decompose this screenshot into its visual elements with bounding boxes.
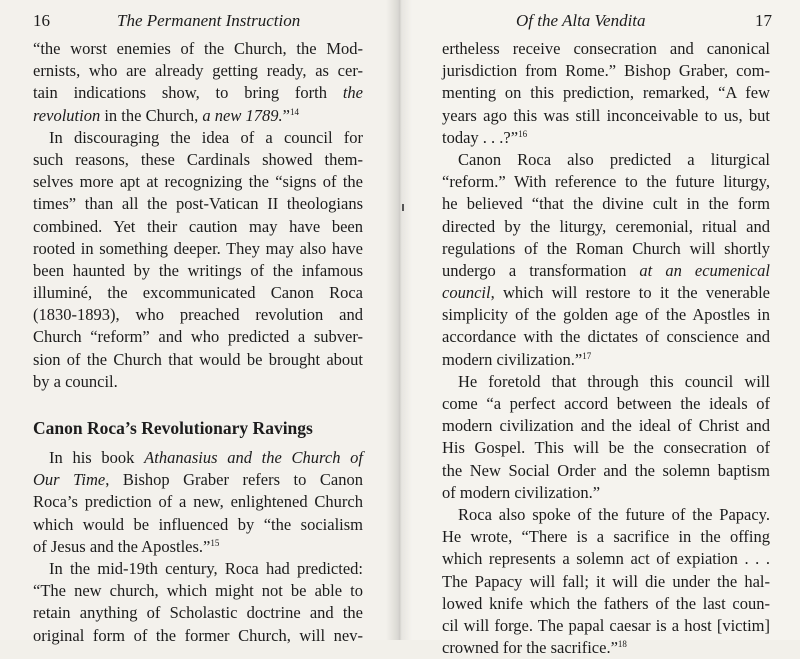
italic-span: at an ecumenical <box>639 260 771 280</box>
text-line: selves more apt at recognizing the “signs of the <box>33 172 363 192</box>
page-number: 16 <box>33 11 50 30</box>
text-line: Roca also spoke of the future of the Papacy. <box>458 504 770 524</box>
text-line: years ago this was still inconceivable to us, but <box>442 105 770 125</box>
left-page <box>0 0 398 645</box>
paragraph <box>33 38 363 127</box>
text-line: “the worst enemies of the Church, the Mod- <box>33 39 363 58</box>
text-line <box>33 469 363 491</box>
text-span: ” <box>282 105 290 125</box>
text-line: modern civilization and the ideal of Christ and <box>442 416 770 436</box>
text-line: sion of the Church that would be brought about <box>33 349 363 369</box>
text-span: crowned for the sacrifice.” <box>442 638 618 658</box>
italic-span: a new 1789. <box>202 105 283 125</box>
text-line: rooted in something deeper. They may also have <box>33 238 363 258</box>
italic-span: the <box>342 83 363 103</box>
book-gutter <box>386 0 412 640</box>
text-line: regulations of the Roman Church will shortly <box>442 238 770 258</box>
page-number: 17 <box>755 11 772 30</box>
paragraph <box>442 371 770 504</box>
text-line <box>442 349 770 371</box>
text-line: which would be influenced by “the socialism <box>33 514 363 534</box>
text-line: combined. Yet their caution may have been <box>33 216 363 236</box>
text-line: illuminé, the excommunicated Canon Roca <box>33 283 363 303</box>
text-line: such reasons, these Cardinals showed them- <box>33 149 363 169</box>
text-line <box>33 105 363 127</box>
italic-span: Our Time <box>33 470 106 490</box>
text-line: retain anything of Scholastic doctrine and the <box>33 603 363 623</box>
text-line <box>442 637 770 659</box>
text-line <box>33 82 363 104</box>
text-span: in the Church, <box>100 105 203 125</box>
text-line: (1830-1893), who preached revolution and <box>33 305 363 325</box>
text-span: modern civilization.” <box>442 349 583 369</box>
footnote-ref: 17 <box>582 350 592 361</box>
text-span: of Jesus and the Apostles.” <box>33 536 211 556</box>
text-line: Canon Roca also predicted a liturgical <box>458 149 770 169</box>
text-line: In discouraging the idea of a council for <box>49 127 363 147</box>
text-line: times” than all the post-Vatican II theologians <box>33 194 363 214</box>
text-line: been haunted by the writings of the infamous <box>33 260 363 280</box>
text-span: , which will restore to it the venerable <box>490 283 770 303</box>
text-line: the New Social Order and the solemn baptism <box>442 460 770 480</box>
left-page-header <box>33 10 373 32</box>
text-span: tain indications show, to bring forth <box>33 83 327 103</box>
text-line: Roca’s prediction of a new, enlightened Church <box>33 492 363 512</box>
text-line: which represents a solemn act of expiation . . . <box>442 549 770 569</box>
text-line: original form of the former Church, will nev- <box>33 625 363 645</box>
italic-span: revolution <box>33 105 101 125</box>
text-line: by a council. <box>33 371 118 391</box>
text-line: He wrote, “There is a sacrifice in the offing <box>442 527 770 547</box>
right-page <box>398 0 800 658</box>
running-title: The Permanent Instruction <box>117 11 301 30</box>
text-span: , Bishop Graber refers to Canon <box>105 470 363 490</box>
text-line: Church “reform” and who predicted a subver- <box>33 327 363 347</box>
footnote-ref: 18 <box>617 639 627 650</box>
text-line: He foretold that through this council will <box>458 371 770 391</box>
text-line: In the mid-19th century, Roca had predicted: <box>49 558 363 578</box>
text-line: ertheless receive consecration and canonical <box>442 39 770 58</box>
footnote-ref: 16 <box>518 128 528 139</box>
text-line: cil will forge. The papal caesar is a host [victim] <box>442 615 770 635</box>
text-line: ernists, who are already getting ready, as cer- <box>33 61 363 81</box>
left-page-body <box>33 38 363 647</box>
text-line <box>442 282 770 304</box>
text-span: today . . .?” <box>442 127 519 147</box>
text-line <box>33 536 363 558</box>
italic-span: council <box>442 283 491 303</box>
text-line: come “a perfect accord between the ideals of <box>442 394 770 413</box>
paragraph <box>442 149 770 371</box>
right-page-body <box>442 38 770 659</box>
paragraph <box>33 447 363 558</box>
text-line: of modern civilization.” <box>442 482 601 502</box>
scan-speck <box>402 204 404 211</box>
footnote-ref: 14 <box>289 106 299 117</box>
footnote-ref: 15 <box>210 537 220 548</box>
text-span: undergo a transformation <box>442 260 640 280</box>
text-line: he believed “that the divine cult in the form <box>442 194 770 214</box>
text-line <box>33 447 363 469</box>
running-title: Of the Alta Vendita <box>516 11 646 30</box>
paragraph <box>33 127 363 393</box>
text-line: accordance with the dictates of conscience and <box>442 327 770 347</box>
text-line: directed by the liturgy, ceremonial, ritual and <box>442 216 770 236</box>
text-span: In his book <box>49 448 145 467</box>
paragraph <box>442 38 770 149</box>
right-page-header <box>442 10 772 32</box>
text-line: “reform.” With reference to the future liturgy, <box>442 172 770 192</box>
text-line: lowed knife which the fathers of the last coun- <box>442 593 770 613</box>
paragraph <box>33 558 363 647</box>
text-line: “The new church, which might not be able to <box>33 581 363 601</box>
italic-span: Athanasius and the Church of <box>144 448 363 467</box>
section-heading: Canon Roca’s Revolutionary Ravings <box>33 418 313 438</box>
text-line: menting on this prediction, remarked, “A few <box>442 83 770 103</box>
text-line <box>442 260 770 282</box>
text-line: His Gospel. This will be the consecration of <box>442 438 770 458</box>
text-line: simplicity of the golden age of the Apostles in <box>442 305 770 325</box>
text-line <box>442 127 770 149</box>
paragraph <box>442 504 770 659</box>
text-line: The Papacy will fall; it will die under the hal- <box>442 571 770 591</box>
text-line: jurisdiction from Rome.” Bishop Graber, com- <box>442 61 770 81</box>
